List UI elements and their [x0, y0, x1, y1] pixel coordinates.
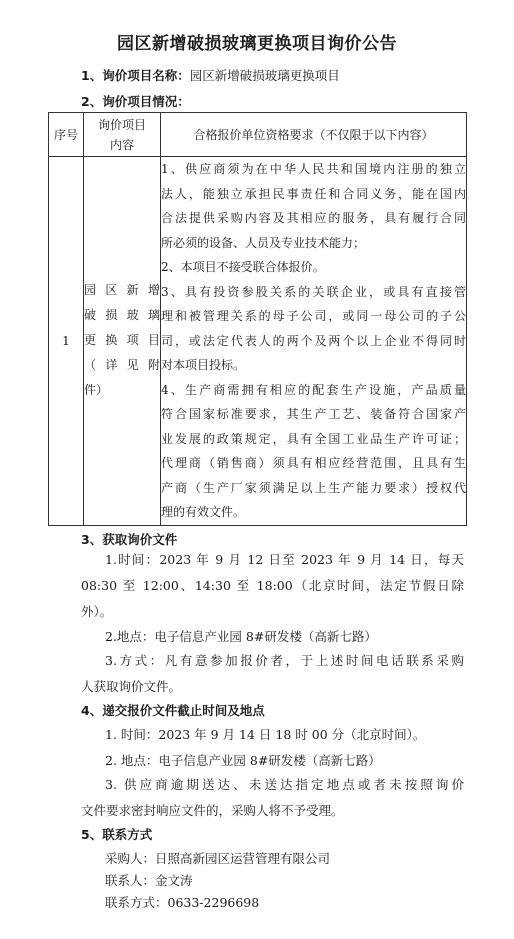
header-item-line-1: 询价项目: [97, 117, 146, 132]
req-line: 4、生产商需拥有相应的配套生产设施，产品质量: [161, 382, 466, 397]
header-item: [84, 113, 161, 157]
req-line: 理的有效文件。: [161, 505, 246, 519]
cell-item: [84, 157, 161, 526]
item-line: 园区新增: [84, 283, 160, 298]
section-3-place: 2.地点：电子信息产业园 8#研发楼（高新七路）: [105, 629, 377, 644]
section-4-label: 4、递交报价文件截止时间及地点: [81, 703, 265, 718]
requirements-table: [48, 112, 467, 526]
cell-no: 1: [49, 157, 84, 526]
section-2-label: 2、询价项目情况：: [81, 94, 190, 109]
contact-person: 联系人：金文涛: [105, 873, 193, 888]
contact-phone: 联系方式：0633-2296698: [105, 895, 260, 910]
table-row: [49, 157, 467, 526]
s3-time-line: 08:30 至 12:00、14:30 至 18:00（北京时间，法定节假日除: [81, 578, 464, 593]
header-no: 序号: [49, 113, 84, 157]
item-line: （详见附: [84, 358, 160, 373]
req-line: 对本项目投标。: [161, 358, 246, 372]
req-line: 符合国家标准要求，其生产工艺、装备符合国家产: [161, 407, 466, 421]
s3-method-line: 3.方式：凡有意参加报价者，于上述时间电话联系采购: [105, 653, 464, 668]
req-line: 司，或法定代表人的两个及两个以上企业不得同时: [161, 333, 466, 348]
page-title: 园区新增破损玻璃更换项目询价公告: [117, 34, 397, 54]
section-5-label: 5、联系方式: [81, 827, 153, 842]
req-line: 2、本项目不接受联合体报价。: [161, 260, 325, 274]
contact-buyer: 采购人：日照高新园区运营管理有限公司: [105, 851, 331, 866]
section-3-time: [81, 547, 464, 625]
section-3-label: 3、获取询价文件: [81, 532, 178, 547]
section-4-note: [81, 772, 464, 824]
req-line: 理和被管理关系的母子公司，或同一母公司的子公: [161, 309, 466, 323]
section-4-time: 1. 时间：2023 年 9 月 14 日 18 时 00 分（北京时间）。: [105, 727, 426, 742]
item-line: 更换项目: [84, 333, 160, 348]
item-line: 破损玻璃: [84, 308, 160, 323]
req-line: 3、具有投资参股关系的关联企业，或具有直接管: [161, 284, 466, 299]
req-line: 合法提供采购内容及其相应的服务，具有履行合同: [161, 211, 466, 225]
req-line: 产商（生产厂家须满足以上生产能力要求）授权代: [161, 480, 466, 495]
header-requirements: 合格报价单位资格要求（不仅限于以下内容）: [161, 113, 467, 157]
table-header-row: [49, 113, 467, 157]
s3-time-line: 1.时间：2023 年 9 月 12 日至 2023 年 9 月 14 日，每天: [105, 552, 464, 567]
header-item-line-2: 内容: [109, 137, 134, 152]
s4-note-line: 3. 供应商逾期送达、未送达指定地点或者未按照询价: [105, 777, 464, 792]
item-line: 件）: [84, 383, 109, 398]
req-line: 法人，能独立承担民事责任和合同义务，能在国内: [161, 186, 466, 201]
section-3-method: [81, 648, 464, 700]
section-4-place: 2. 地点：电子信息产业园 8#研发楼（高新七路）: [105, 753, 381, 768]
req-line: 1、供应商须为在中华人民共和国境内注册的独立: [161, 162, 466, 176]
section-1-label: 1、询价项目名称：: [81, 68, 190, 83]
cell-requirements: [161, 157, 467, 526]
req-line: 代理商（销售商）须具有相应经营范围，且具有生: [161, 456, 466, 470]
s3-time-line: 外）。: [81, 604, 113, 619]
s4-note-line: 文件要求密封响应文件的，采购人将不予受理。: [81, 803, 344, 818]
req-line: 业发展的政策规定，具有全国工业品生产许可证；: [161, 431, 466, 446]
section-1: [81, 68, 340, 84]
req-line: 所必须的设备、人员及专业技术能力；: [161, 235, 366, 250]
s3-method-line: 人获取询价文件。: [81, 679, 182, 694]
section-1-value: 园区新增破损玻璃更换项目: [189, 68, 340, 83]
